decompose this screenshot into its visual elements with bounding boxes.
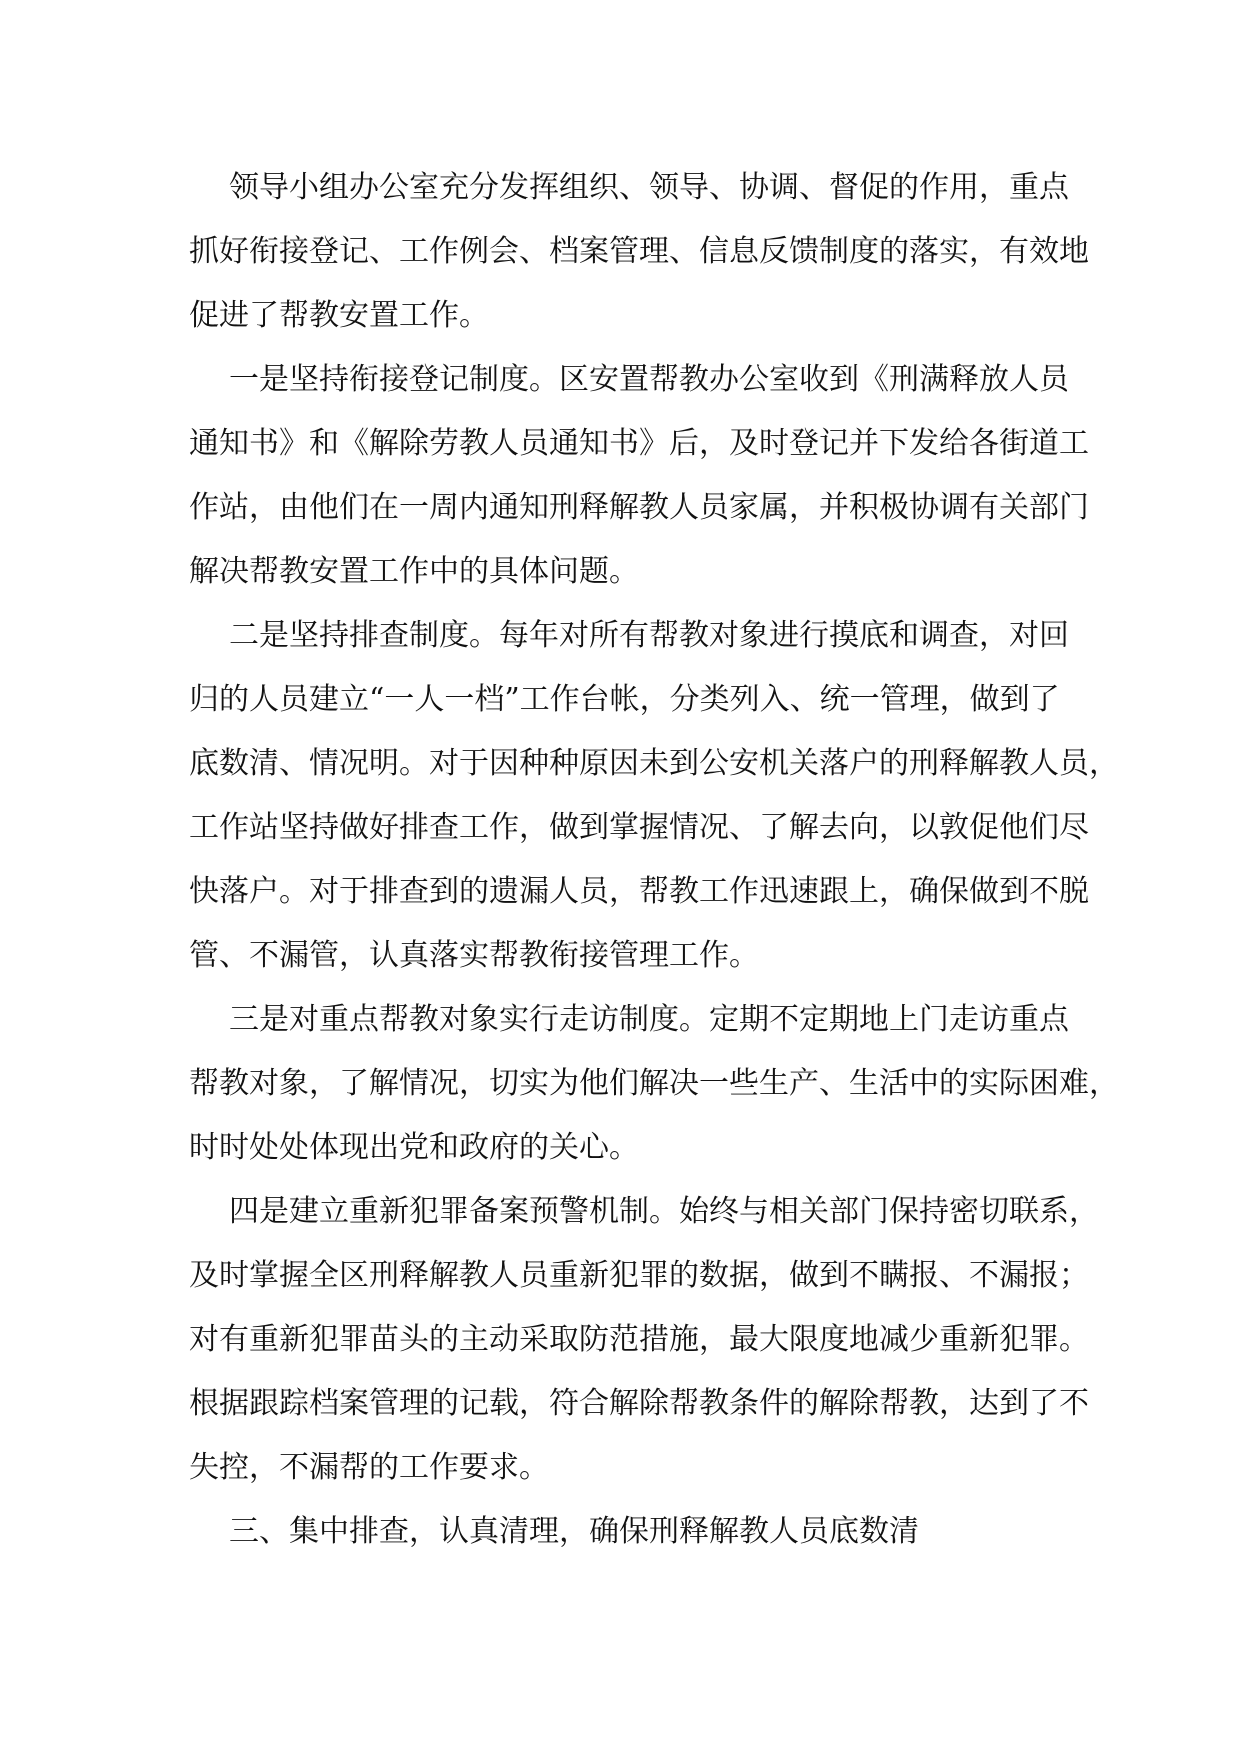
paragraph-office-role bbox=[189, 156, 1089, 348]
text-line: 工作站坚持做好排查工作，做到掌握情况、了解去向，以敦促他们尽 bbox=[189, 810, 1089, 845]
text-line: 解决帮教安置工作中的具体问题。 bbox=[189, 554, 639, 589]
text-line: 促进了帮教安置工作。 bbox=[189, 298, 489, 333]
section-heading bbox=[189, 1500, 1049, 1564]
text-line: 对有重新犯罪苗头的主动采取防范措施，最大限度地减少重新犯罪。 bbox=[189, 1322, 1089, 1357]
paragraph-inspection-system bbox=[189, 604, 1119, 988]
text-line: 及时掌握全区刑释解教人员重新犯罪的数据，做到不瞒报、不漏报； bbox=[189, 1258, 1089, 1293]
text-line: 底数清、情况明。对于因种种原因未到公安机关落户的刑释解教人员， bbox=[189, 746, 1119, 781]
text-line: 根据跟踪档案管理的记载，符合解除帮教条件的解除帮教，达到了不 bbox=[189, 1386, 1089, 1421]
text-line: 作站，由他们在一周内通知刑释解教人员家属，并积极协调有关部门 bbox=[189, 490, 1089, 525]
document-body bbox=[189, 156, 1119, 1564]
text-line: 失控，不漏帮的工作要求。 bbox=[189, 1450, 549, 1485]
text-line: 通知书》和《解除劳教人员通知书》后，及时登记并下发给各街道工 bbox=[189, 426, 1089, 461]
paragraph-warning-mechanism bbox=[189, 1180, 1099, 1500]
text-line: 二是坚持排查制度。每年对所有帮教对象进行摸底和调查，对回 bbox=[229, 618, 1069, 653]
text-line: 帮教对象，了解情况，切实为他们解决一些生产、生活中的实际困难， bbox=[189, 1066, 1119, 1101]
text-line: 三是对重点帮教对象实行走访制度。定期不定期地上门走访重点 bbox=[229, 1002, 1069, 1037]
text-line: 四是建立重新犯罪备案预警机制。始终与相关部门保持密切联系， bbox=[229, 1194, 1099, 1229]
heading-line: 三、集中排查，认真清理，确保刑释解教人员底数清 bbox=[229, 1514, 919, 1549]
text-line: 时时处处体现出党和政府的关心。 bbox=[189, 1130, 639, 1165]
text-line: 领导小组办公室充分发挥组织、领导、协调、督促的作用，重点 bbox=[229, 170, 1069, 205]
text-line: 归的人员建立“一人一档”工作台帐，分类列入、统一管理，做到了 bbox=[189, 682, 1060, 717]
text-line: 抓好衔接登记、工作例会、档案管理、信息反馈制度的落实，有效地 bbox=[189, 234, 1089, 269]
text-line: 一是坚持衔接登记制度。区安置帮教办公室收到《刑满释放人员 bbox=[229, 362, 1069, 397]
paragraph-visit-system bbox=[189, 988, 1119, 1180]
text-line: 快落户。对于排查到的遗漏人员，帮教工作迅速跟上，确保做到不脱 bbox=[189, 874, 1089, 909]
text-line: 管、不漏管，认真落实帮教衔接管理工作。 bbox=[189, 938, 759, 973]
paragraph-registration-system bbox=[189, 348, 1089, 604]
